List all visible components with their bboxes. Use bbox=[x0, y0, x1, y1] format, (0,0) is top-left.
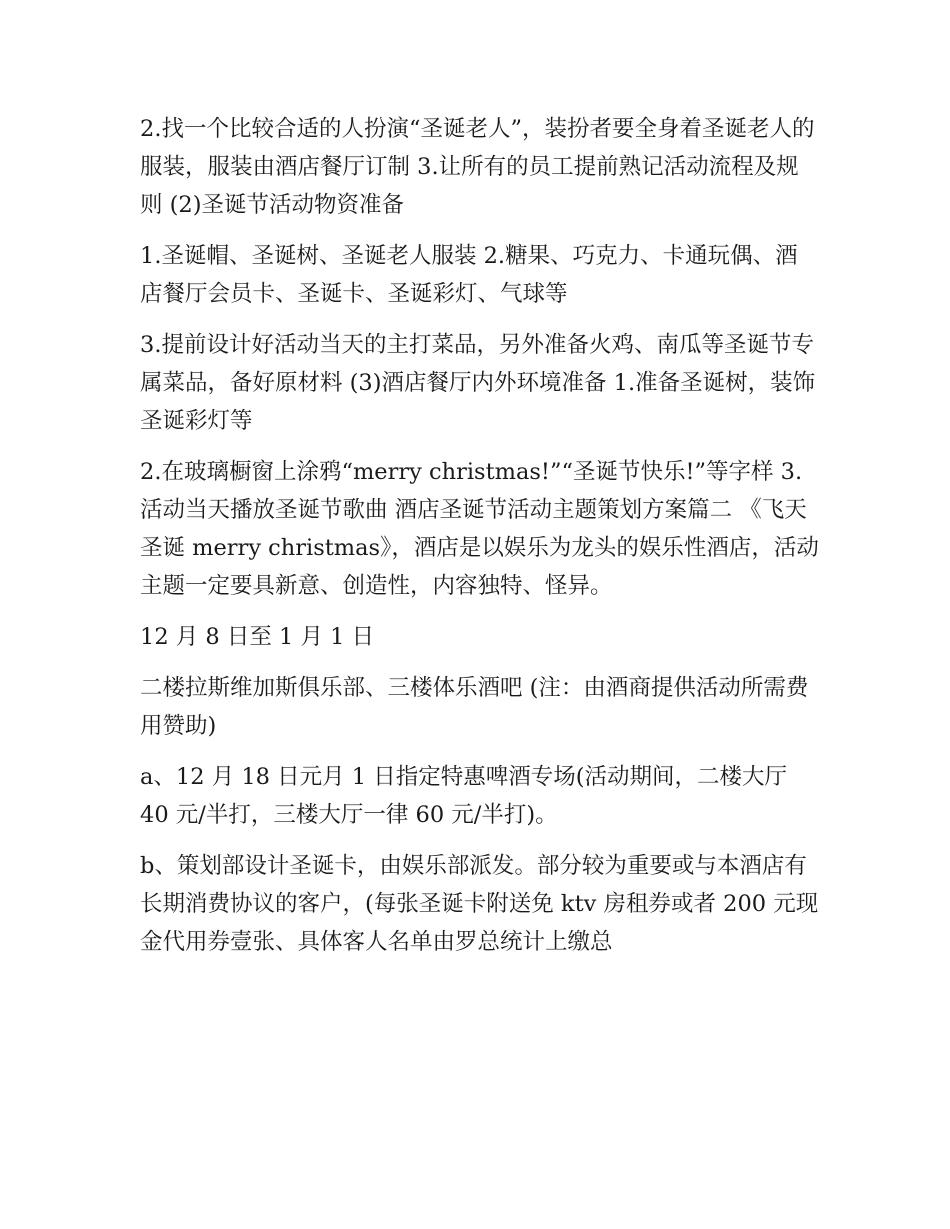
paragraph-event-venue: 二楼拉斯维加斯俱乐部、三楼体乐酒吧 (注：由酒商提供活动所需费用赞助) bbox=[140, 675, 809, 739]
paragraph-item-b-christmas-cards: b、策划部设计圣诞卡，由娱乐部派发。部分较为重要或与本酒店有长期消费协议的客户，(每张圣诞卡附送免 ktv 房租券或者 200 元现金代用券壹张、具体客人名单由罗总统计上缴总 bbox=[140, 853, 819, 955]
paragraph-staff-preparation: 2.找一个比较合适的人扮演“圣诞老人”，装扮者要全身着圣诞老人的服装，服装由酒店餐厅订制 3.让所有的员工提前熟记活动流程及规则 (2)圣诞节活动物资准备 bbox=[140, 116, 815, 218]
paragraph-supplies-list: 1.圣诞帽、圣诞树、圣诞老人服装 2.糖果、巧克力、卡通玩偶、酒店餐厅会员卡、圣诞卡、圣诞彩灯、气球等 bbox=[140, 243, 798, 307]
document-body bbox=[140, 110, 820, 961]
paragraph-decoration-and-theme: 2.在玻璃橱窗上涂鸦“merry christmas!”“圣诞节快乐!”等字样 3.活动当天播放圣诞节歌曲 酒店圣诞节活动主题策划方案篇二 《飞天圣诞 merry christmas》，酒店是以娱乐为龙头的娱乐性酒店，活动主题一定要具新意、创造性，内容独特、怪异。 bbox=[140, 459, 819, 599]
paragraph-menu-and-environment: 3.提前设计好活动当天的主打菜品，另外准备火鸡、南瓜等圣诞节专属菜品，备好原材料 (3)酒店餐厅内外环境准备 1.准备圣诞树，装饰圣诞彩灯等 bbox=[140, 332, 816, 434]
paragraph-item-a-beer-special: a、12 月 18 日元月 1 日指定特惠啤酒专场(活动期间，二楼大厅 40 元/半打，三楼大厅一律 60 元/半打)。 bbox=[140, 764, 788, 828]
paragraph-event-dates: 12 月 8 日至 1 月 1 日 bbox=[140, 624, 375, 650]
